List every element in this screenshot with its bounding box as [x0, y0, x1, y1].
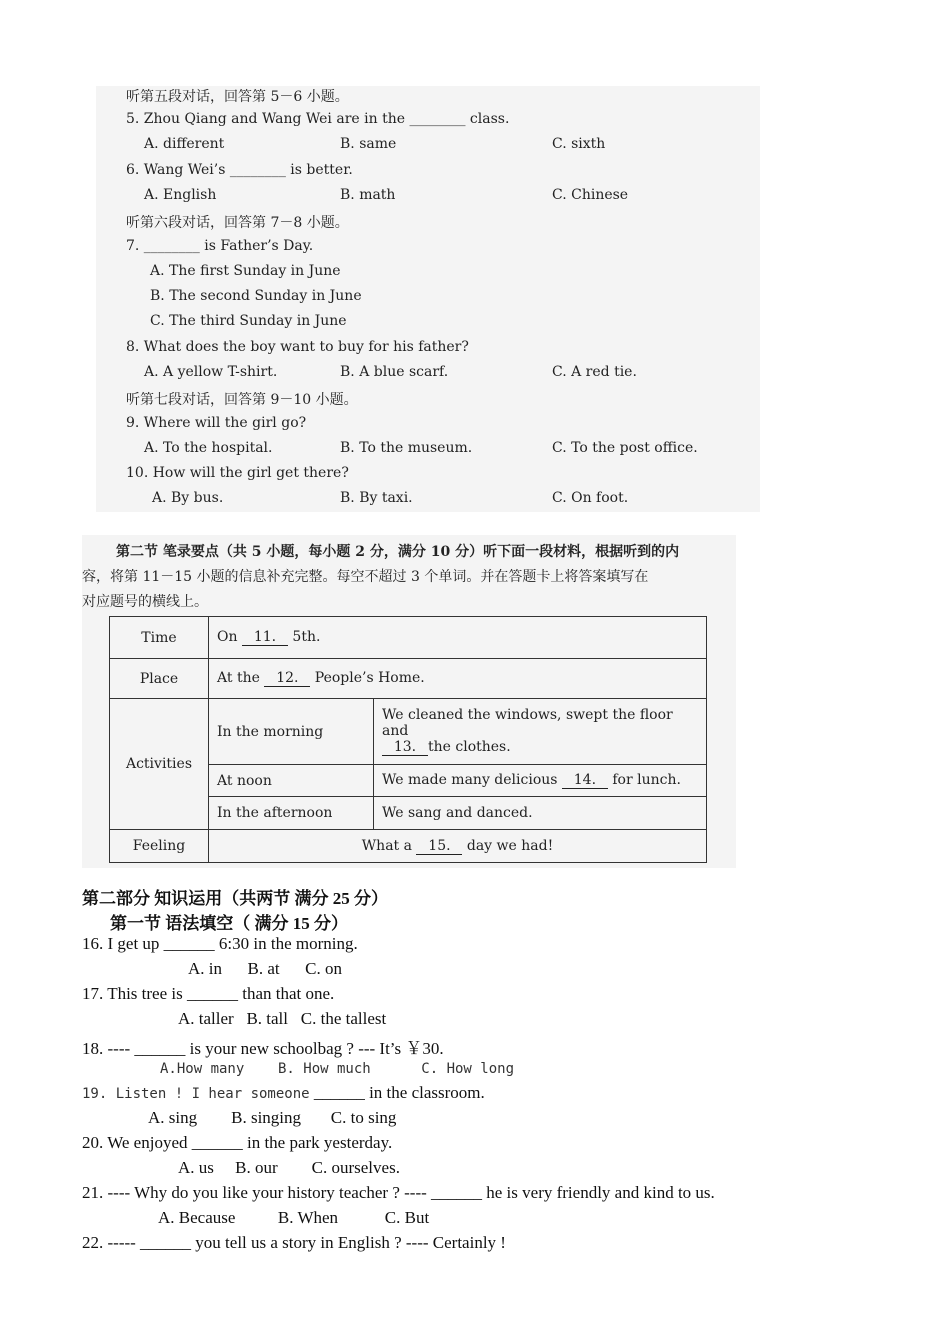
noon-cell: [374, 765, 707, 797]
question-16: 16. I get up ______ 6:30 in the morning.: [82, 934, 358, 953]
place-suffix: People’s Home.: [314, 670, 425, 686]
q7-option-a: A. The first Sunday in June: [150, 263, 341, 279]
blank-13: 13.: [382, 739, 428, 756]
question-22: 22. ----- ______ you tell us a story in English ? ---- Certainly !: [82, 1233, 506, 1252]
time-cell: [209, 617, 707, 659]
morning-label: In the morning: [209, 699, 374, 765]
q19-options: A. sing B. singing C. to sing: [148, 1108, 397, 1127]
q8-option-b: B. A blue scarf.: [340, 364, 449, 380]
morning-cell: [374, 699, 707, 765]
q21-options: A. Because B. When C. But: [158, 1208, 430, 1227]
place-label: Place: [110, 659, 209, 699]
q5-option-c: C. sixth: [552, 136, 606, 152]
q9-option-a: A. To the hospital.: [144, 440, 273, 456]
question-18: 18. ---- ______ is your new schoolbag ? --- It’s ￥30.: [82, 1039, 444, 1058]
time-row: [110, 617, 707, 659]
activities-label: Activities: [110, 699, 209, 830]
question-9: 9. Where will the girl go?: [126, 415, 307, 431]
question-17: 17. This tree is ______ than that one.: [82, 984, 335, 1003]
question-21: 21. ---- Why do you like your history teacher ? ---- ______ he is very friendly and kind to us.: [82, 1183, 715, 1202]
question-8: 8. What does the boy want to buy for his father?: [126, 339, 469, 355]
q8-option-c: C. A red tie.: [552, 364, 637, 380]
question-20: 20. We enjoyed ______ in the park yesterday.: [82, 1133, 393, 1152]
noon-label: At noon: [209, 765, 374, 797]
part2-subheading: 第一节 语法填空（ 满分 15 分）: [110, 914, 348, 933]
blank-11: 11.: [242, 629, 288, 646]
q17-options: A. taller B. tall C. the tallest: [178, 1009, 387, 1028]
feeling-cell: [209, 830, 707, 863]
section5-heading: 听第五段对话，回答第 5－6 小题。: [126, 89, 349, 105]
noon-suffix: for lunch.: [612, 772, 681, 788]
feeling-prefix: What a: [361, 837, 412, 854]
notes-table: [109, 616, 707, 863]
question-6: 6. Wang Wei’s ________ is better.: [126, 162, 353, 178]
q10-option-c: C. On foot.: [552, 490, 629, 506]
section6-heading: 听第六段对话，回答第 7－8 小题。: [126, 215, 349, 231]
q6-option-b: B. math: [340, 187, 396, 203]
q7-option-b: B. The second Sunday in June: [150, 288, 362, 304]
notes-scan: [82, 535, 736, 868]
notes-intro-line1: 第二节 笔录要点（共 5 小题，每小题 2 分，满分 10 分）听下面一段材料，根据听到的内: [116, 544, 680, 560]
q20-options: A. us B. our C. ourselves.: [178, 1158, 400, 1177]
time-label: Time: [110, 617, 209, 659]
noon-prefix: We made many delicious: [382, 772, 558, 788]
q10-option-a: A. By bus.: [152, 490, 224, 506]
part2-heading: 第二部分 知识运用（共两节 满分 25 分）: [82, 889, 388, 908]
q16-options: A. in B. at C. on: [188, 959, 342, 978]
q6-option-a: A. English: [144, 187, 217, 203]
q5-option-a: A. different: [144, 136, 225, 152]
afternoon-cell: We sang and danced.: [374, 797, 707, 830]
blank-12: 12.: [264, 670, 310, 687]
q19-prefix: 19. Listen ! I hear someone: [82, 1086, 310, 1102]
place-prefix: At the: [217, 670, 260, 686]
time-suffix: 5th.: [292, 629, 321, 645]
feeling-suffix: day we had!: [466, 837, 554, 854]
place-cell: [209, 659, 707, 699]
afternoon-label: In the afternoon: [209, 797, 374, 830]
q8-option-a: A. A yellow T-shirt.: [144, 364, 278, 380]
q18-options: A.How many B. How much C. How long: [160, 1061, 515, 1077]
blank-15: 15.: [416, 838, 462, 855]
question-19: [82, 1083, 485, 1103]
question-10: 10. How will the girl get there?: [126, 465, 349, 481]
q10-option-b: B. By taxi.: [340, 490, 413, 506]
q9-option-c: C. To the post office.: [552, 440, 698, 456]
morning-row: [110, 699, 707, 765]
q9-option-b: B. To the museum.: [340, 440, 473, 456]
morning-text-1: We cleaned the windows, swept the floor and: [382, 707, 673, 739]
section7-heading: 听第七段对话，回答第 9－10 小题。: [126, 392, 358, 408]
morning-text-2: the clothes.: [428, 739, 511, 755]
notes-intro-line2: 容，将第 11－15 小题的信息补充完整。每空不超过 3 个单词。并在答题卡上将答案填写在: [82, 569, 649, 585]
q7-option-c: C. The third Sunday in June: [150, 313, 347, 329]
time-prefix: On: [217, 629, 238, 645]
question-7: 7. ________ is Father’s Day.: [126, 238, 314, 254]
feeling-label: Feeling: [110, 830, 209, 863]
listening-scan: [96, 86, 760, 512]
q6-option-c: C. Chinese: [552, 187, 629, 203]
q19-suffix: ______ in the classroom.: [309, 1083, 485, 1102]
feeling-row: [110, 830, 707, 863]
blank-14: 14.: [562, 772, 608, 789]
question-5: 5. Zhou Qiang and Wang Wei are in the ________ class.: [126, 111, 510, 127]
notes-intro-line3: 对应题号的横线上。: [82, 594, 208, 610]
place-row: [110, 659, 707, 699]
q5-option-b: B. same: [340, 136, 397, 152]
